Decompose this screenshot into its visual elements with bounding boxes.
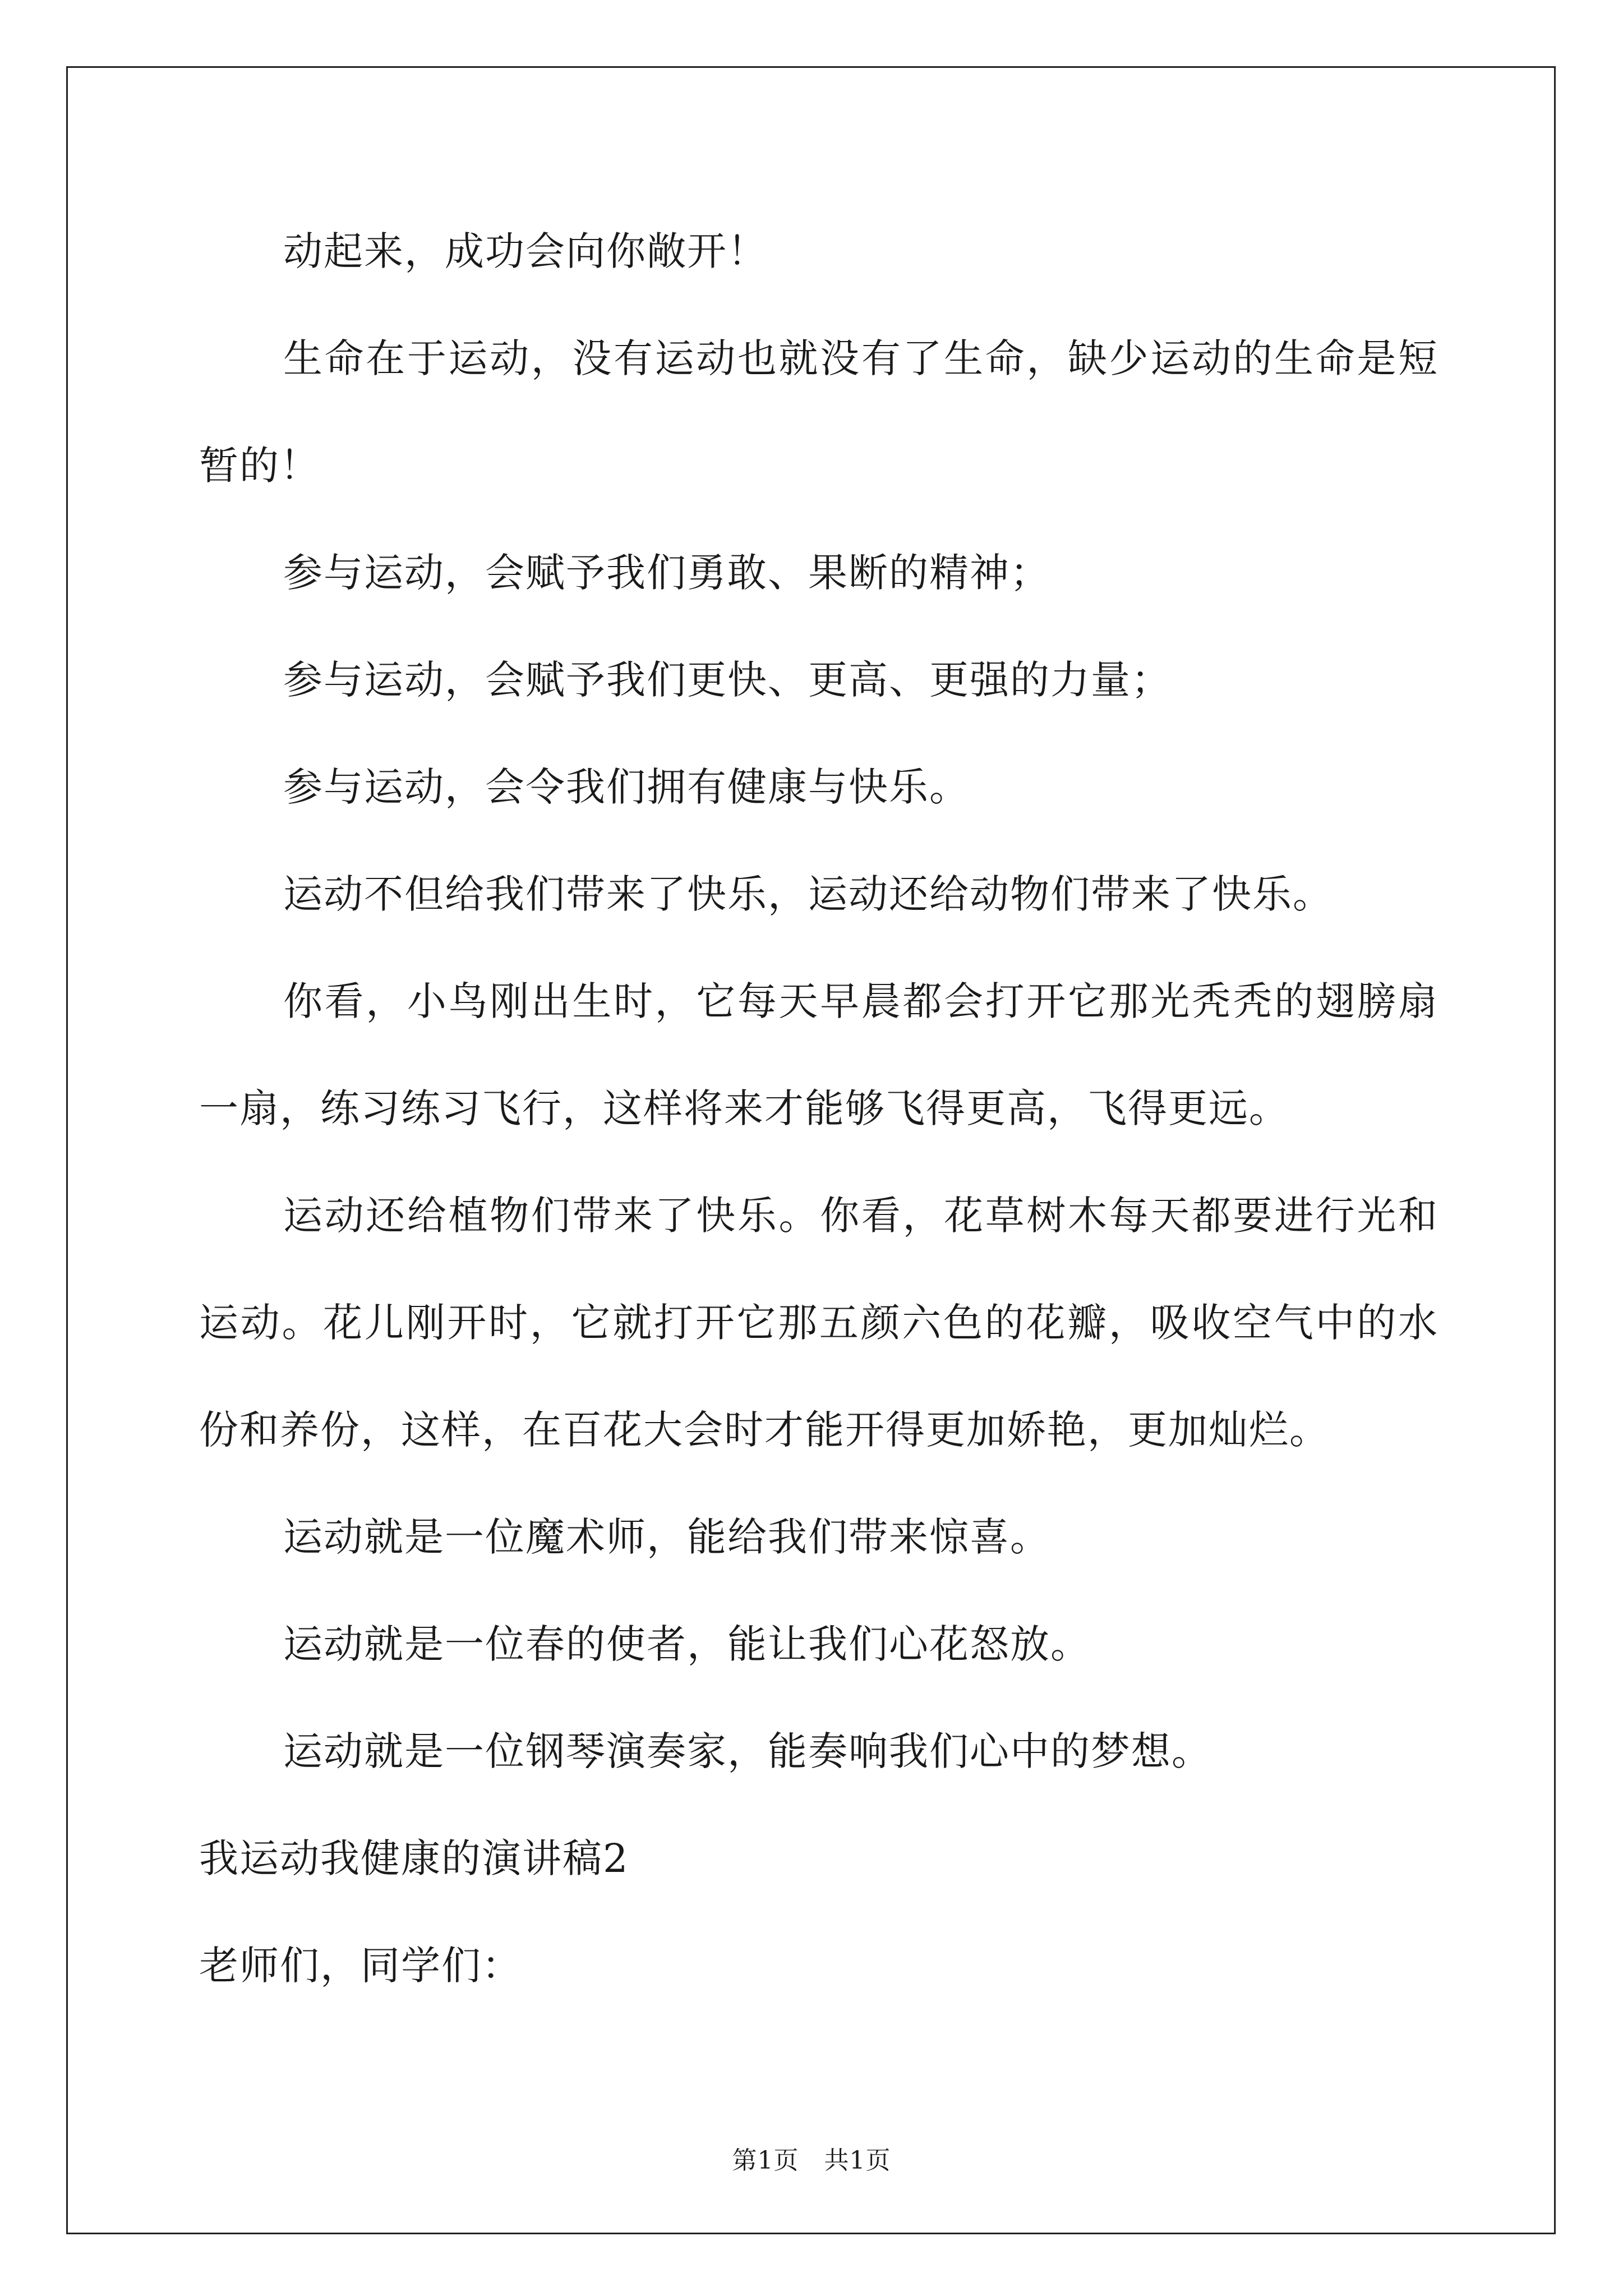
paragraph-line: 运动。花儿刚开时，它就打开它那五颜六色的花瓣，吸收空气中的水 <box>199 1300 1438 1346</box>
paragraph-line: 运动还给植物们带来了快乐。你看，花草树木每天都要进行光和 <box>283 1193 1438 1239</box>
paragraph-line: 你看，小鸟刚出生时，它每天早晨都会打开它那光秃秃的翅膀扇 <box>283 978 1438 1024</box>
total-pages: 共1页 <box>824 2146 891 2175</box>
paragraph-line: 暂的！ <box>199 443 320 489</box>
footer-spacer <box>799 2146 824 2175</box>
paragraph-line: 一扇，练习练习飞行，这样将来才能够飞得更高，飞得更远。 <box>199 1085 1289 1131</box>
paragraph-line: 参与运动，会赋予我们勇敢、果断的精神； <box>283 550 1050 596</box>
paragraph-line: 生命在于运动，没有运动也就没有了生命，缺少运动的生命是短 <box>283 335 1438 381</box>
section-heading: 我运动我健康的演讲稿2 <box>199 1835 629 1881</box>
paragraph-line: 参与运动，会赋予我们更快、更高、更强的力量； <box>283 657 1172 703</box>
paragraph-line: 运动就是一位魔术师，能给我们带来惊喜。 <box>283 1514 1050 1560</box>
paragraph-line: 份和养份，这样，在百花大会时才能开得更加娇艳，更加灿烂。 <box>199 1407 1330 1453</box>
paragraph-line: 运动就是一位钢琴演奏家，能奏响我们心中的梦想。 <box>283 1728 1212 1774</box>
paragraph-line: 运动不但给我们带来了快乐，运动还给动物们带来了快乐。 <box>283 871 1333 917</box>
paragraph-line: 动起来，成功会向你敞开！ <box>283 228 768 274</box>
page-footer <box>0 2144 1623 2178</box>
paragraph-line: 运动就是一位春的使者，能让我们心花怒放。 <box>283 1621 1091 1667</box>
page-number: 第1页 <box>732 2146 799 2175</box>
paragraph-line: 参与运动，会令我们拥有健康与快乐。 <box>283 764 970 810</box>
salutation: 老师们，同学们： <box>199 1943 522 1989</box>
